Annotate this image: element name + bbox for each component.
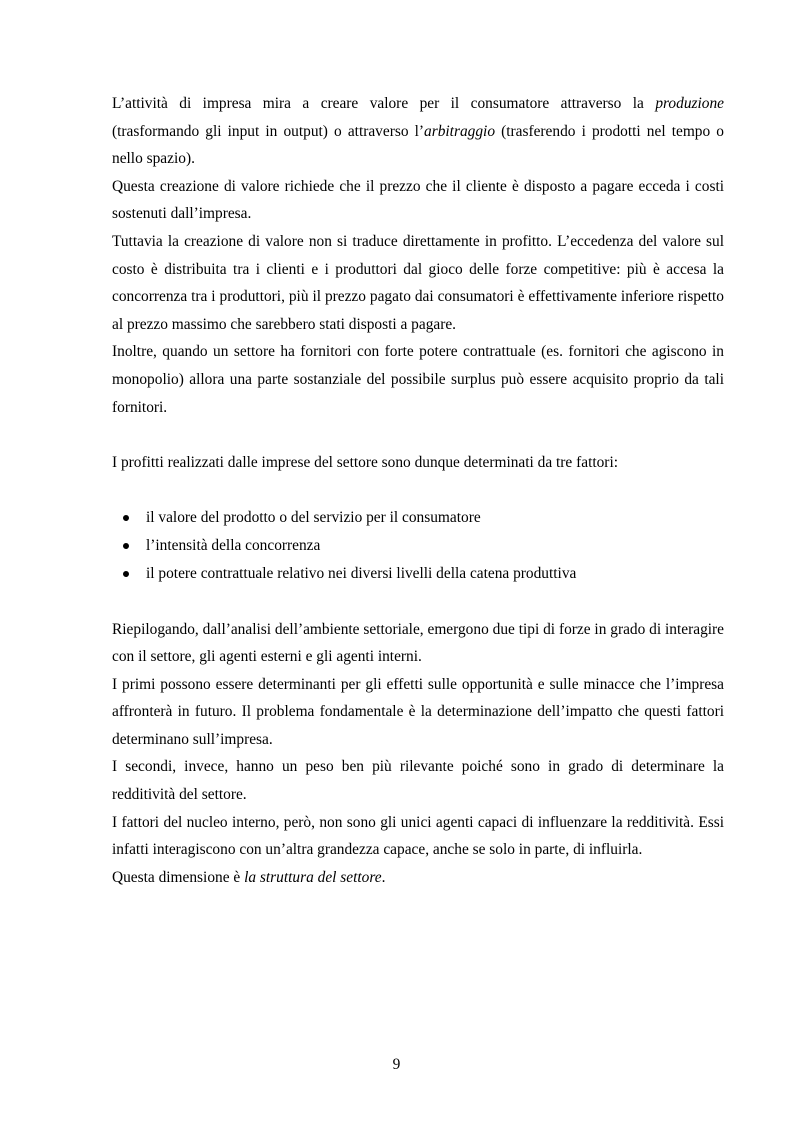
paragraph-value-creation: [112, 90, 724, 173]
paragraph-external-agents: I primi possono essere determinanti per gli effetti sulle opportunità e sulle minacce che l’impresa affronterà in futuro. Il problema fondamentale è la determinazione dell’impatto che questi fattori determinano sull’impresa.: [112, 675, 724, 748]
blank-line: [112, 421, 724, 449]
page-number: 9: [392, 1056, 401, 1073]
emphasis-struttura: la struttura del settore: [244, 868, 382, 886]
list-item-text: l’intensità della concorrenza: [146, 536, 321, 554]
text-segment: Questa dimensione è: [112, 868, 245, 886]
text-segment: (trasformando gli input in output) o attraverso l’: [112, 122, 425, 140]
text-segment: L’attività di impresa mira a creare valore per il consumatore attraverso la: [112, 95, 656, 112]
paragraph-list-intro: I profitti realizzati dalle imprese del settore sono dunque determinati da tre fattori:: [112, 453, 618, 471]
paragraph-industry-structure: [112, 864, 724, 892]
factors-list: [112, 504, 724, 588]
blank-line: [112, 476, 724, 504]
paragraph-summary: Riepilogando, dall’analisi dell’ambiente settoriale, emergono due tipi di forze in grado di interagire con il settore, gli agenti esterni e gli agenti interni.: [112, 620, 724, 666]
bullet-icon: [123, 515, 129, 521]
bullet-icon: [123, 543, 129, 549]
bullet-icon: [123, 571, 129, 577]
emphasis-produzione: produzione: [655, 95, 724, 112]
paragraph-value-distribution: Tuttavia la creazione di valore non si traduce direttamente in profitto. L’eccedenza del valore sul costo è distribuita tra i clienti e i produttori dal gioco delle forze competitive: più è accesa la concorrenza tra i produttori, più il prezzo pagato dai consumatori è effettivamente inferiore rispetto al prezzo massimo che sarebbero stati disposti a pagare.: [112, 232, 724, 333]
paragraph-supplier-power: Inoltre, quando un settore ha fornitori con forte potere contrattuale (es. fornitori che agiscono in monopolio) allora una parte sostanziale del possibile surplus può essere acquisito proprio da tali fornitori.: [112, 343, 724, 416]
page-body: [112, 90, 724, 891]
paragraph-price-condition: Questa creazione di valore richiede che il prezzo che il cliente è disposto a pagare ecceda i costi sostenuti dall’impresa.: [112, 177, 724, 223]
blank-line: [112, 588, 724, 616]
paragraph-internal-agents: I secondi, invece, hanno un peso ben più rilevante poiché sono in grado di determinare la redditività del settore.: [112, 758, 724, 804]
list-item: [112, 532, 724, 560]
list-item: [112, 560, 724, 588]
list-item: [112, 504, 724, 532]
emphasis-arbitraggio: arbitraggio: [424, 122, 496, 140]
paragraph-internal-core: I fattori del nucleo interno, però, non sono gli unici agenti capaci di influenzare la redditività. Essi infatti interagiscono con un’altra grandezza capace, anche se solo in parte, di influirla.: [112, 813, 724, 859]
text-segment: (trasferendo i prodotti nel tempo o nello spazio).: [112, 122, 724, 168]
text-segment: .: [381, 868, 386, 886]
list-item-text: il potere contrattuale relativo nei diversi livelli della catena produttiva: [146, 564, 577, 582]
list-item-text: il valore del prodotto o del servizio per il consumatore: [146, 508, 481, 526]
